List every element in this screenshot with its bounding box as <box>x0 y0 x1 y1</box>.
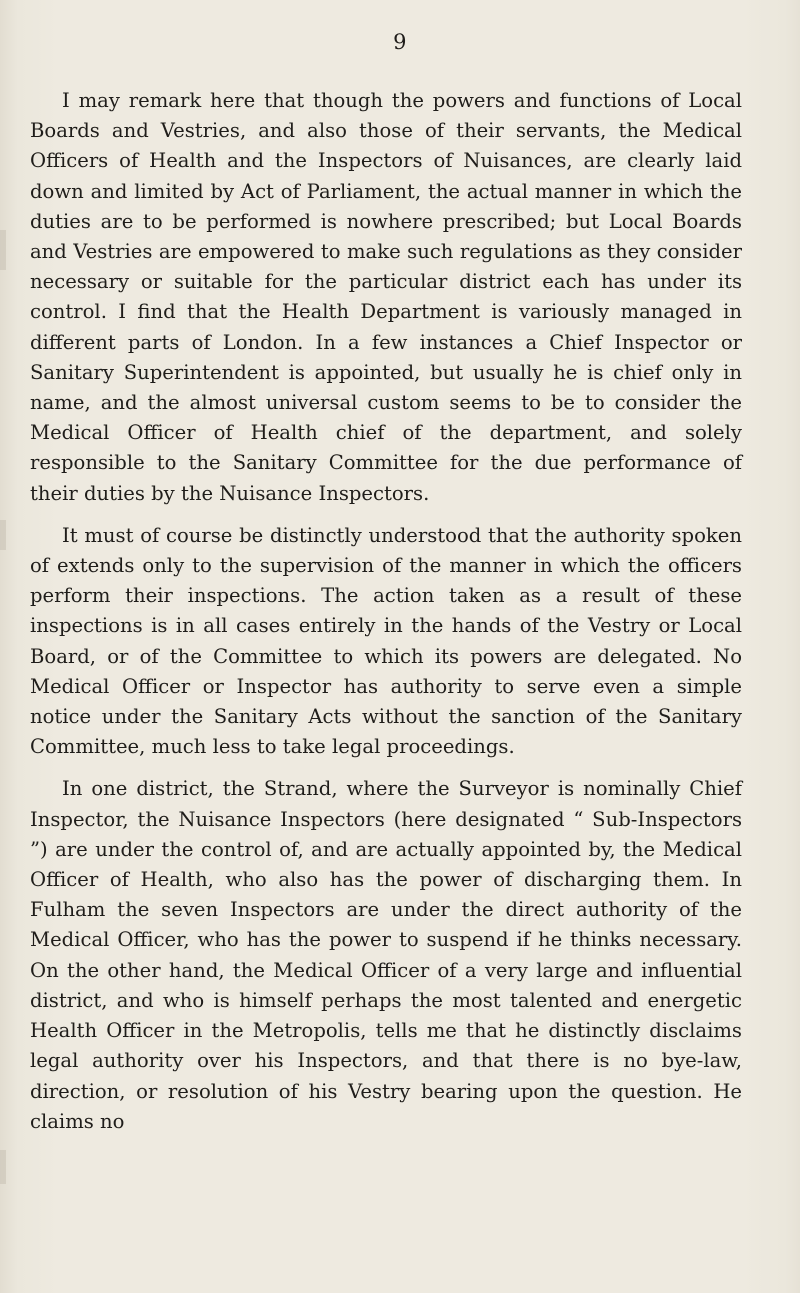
scan-edge-mark <box>0 230 6 270</box>
body-text <box>30 86 742 1149</box>
paragraph: I may remark here that though the powers and functions of Local Boards and Vestries, and also those of their servants, the Medical Officers of Health and the Inspectors of Nuisances, are clearly laid down and limited by Act of Parliament, the actual manner in which the duties are to be performed is nowhere prescribed; but Local Boards and Vestries are empowered to make such regulations as they consider necessary or suitable for the particular district each has under its control. I find that the Health Department is variously managed in different parts of London. In a few instances a Chief Inspector or Sanitary Superintendent is appointed, but usually he is chief only in name, and the almost universal custom seems to be to consider the Medical Officer of Health chief of the department, and solely responsible to the Sanitary Committee for the due performance of their duties by the Nuisance Inspectors. <box>30 89 742 505</box>
paragraph: It must of course be distinctly understood that the authority spoken of extends only to the supervision of the manner in which the officers perform their inspections. The action taken as a result of these inspections is in all cases entirely in the hands of the Vestry or Local Board, or of the Committee to which its powers are delegated. No Medical Officer or Inspector has authority to serve even a simple notice under the Sanitary Acts without the sanction of the Sanitary Committee, much less to take legal proceedings. <box>30 523 742 759</box>
scan-edge-mark <box>0 520 6 550</box>
paragraph: In one district, the Strand, where the Surveyor is nominally Chief Inspector, the Nuisance Inspectors (here designated “ Sub-Inspectors ”) are under the control of, and are actually appointed by, the Medical Officer of Health, who also has the power of discharging them. In Fulham the seven Inspectors are under the direct authority of the Medical Officer, who has the power to suspend if he thinks necessary. On the other hand, the Medical Officer of a very large and influential district, and who is himself perhaps the most talented and energetic Health Officer in the Metropolis, tells me that he distinctly disclaims legal authority over his Inspectors, and that there is no bye-law, direction, or resolution of his Vestry bearing upon the question. He claims no <box>30 777 742 1133</box>
page-number: 9 <box>393 30 407 54</box>
scan-edge-mark <box>0 1150 6 1184</box>
